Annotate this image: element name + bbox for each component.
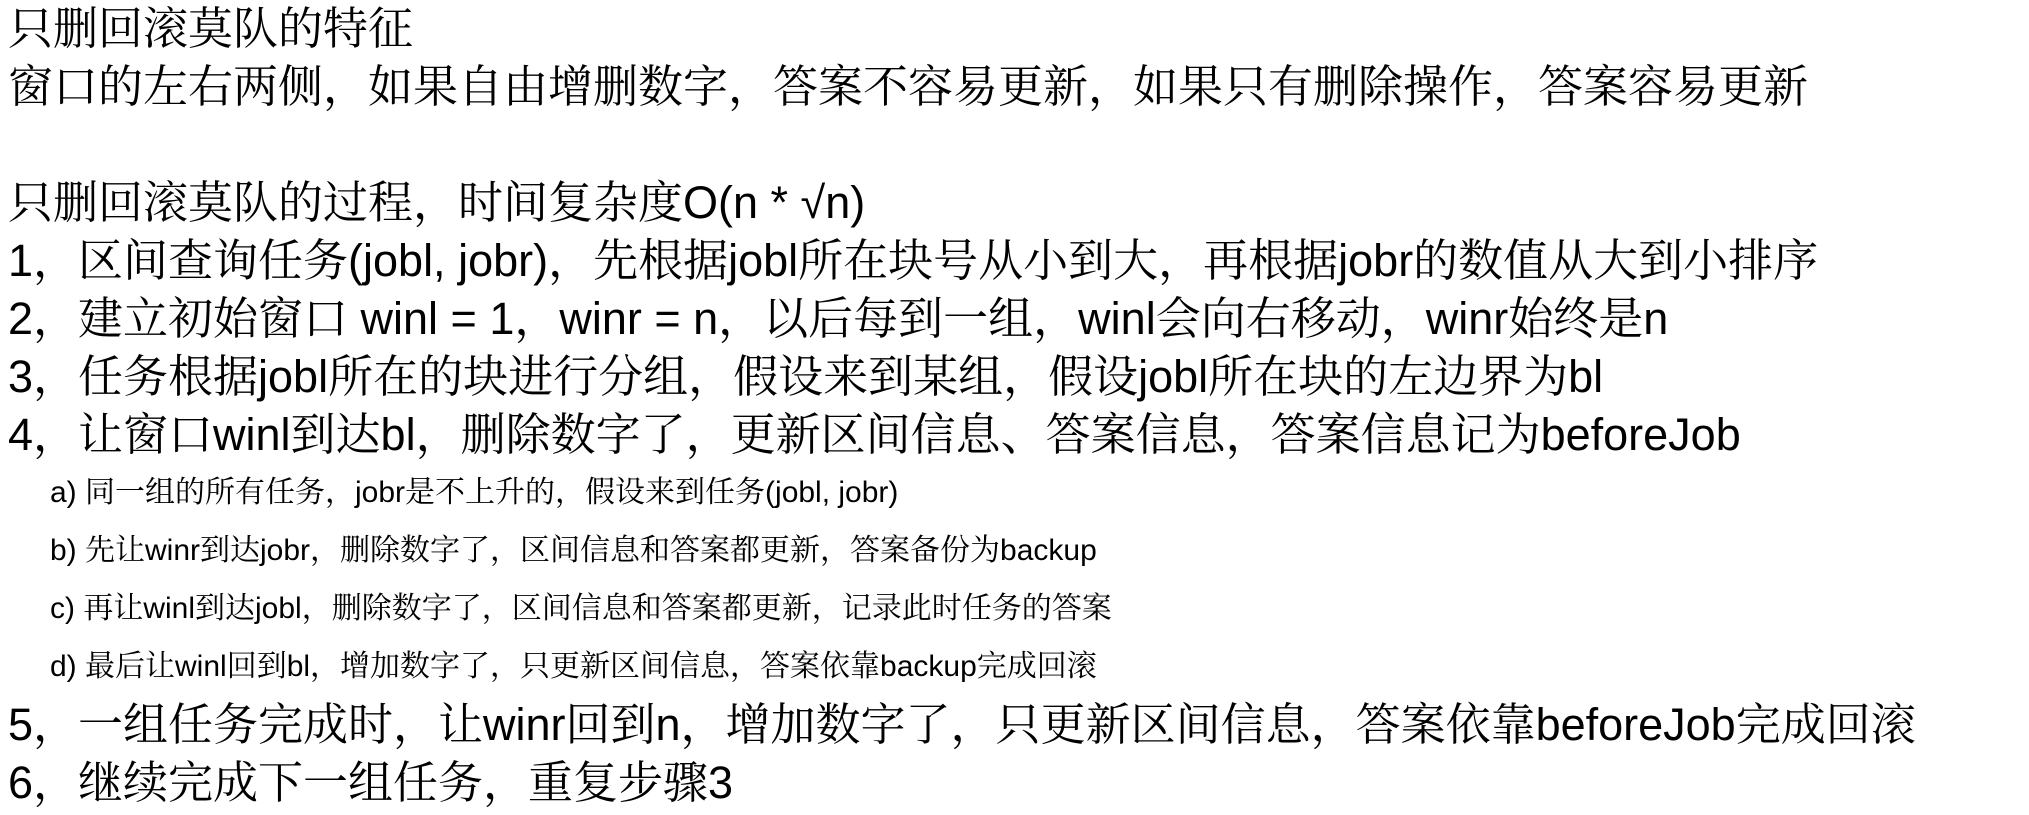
step-3: 3，任务根据jobl所在的块进行分组，假设来到某组，假设jobl所在块的左边界为bl (8, 351, 1604, 402)
step-4: 4，让窗口winl到达bl，删除数字了，更新区间信息、答案信息，答案信息记为beforeJob (8, 409, 1741, 460)
feature-title: 只删回滚莫队的特征 (8, 3, 414, 54)
step-2: 2，建立初始窗口 winl = 1，winr = n，以后每到一组，winl会向右移动，winr始终是n (8, 293, 1669, 344)
substep-a: a) 同一组的所有任务，jobr是不上升的，假设来到任务(jobl, jobr) (50, 476, 899, 509)
substep-d: d) 最后让winl回到bl，增加数字了，只更新区间信息，答案依靠backup完成回滚 (50, 650, 1097, 683)
blank-line (8, 116, 2023, 174)
document (8, 0, 2023, 812)
step-6: 6，继续完成下一组任务，重复步骤3 (8, 757, 734, 808)
substep-b: b) 先让winr到达jobr，删除数字了，区间信息和答案都更新，答案备份为backup (50, 534, 1097, 567)
process-title: 只删回滚莫队的过程，时间复杂度O(n * √n) (8, 177, 866, 228)
step-1: 1，区间查询任务(jobl, jobr)，先根据jobl所在块号从小到大，再根据jobr的数值从大到小排序 (8, 235, 1819, 286)
step-5: 5，一组任务完成时，让winr回到n，增加数字了，只更新区间信息，答案依靠beforeJob完成回滚 (8, 699, 1916, 750)
substep-c: c) 再让winl到达jobl，删除数字了，区间信息和答案都更新，记录此时任务的答案 (50, 592, 1112, 625)
feature-description: 窗口的左右两侧，如果自由增删数字，答案不容易更新，如果只有删除操作，答案容易更新 (8, 61, 1809, 112)
